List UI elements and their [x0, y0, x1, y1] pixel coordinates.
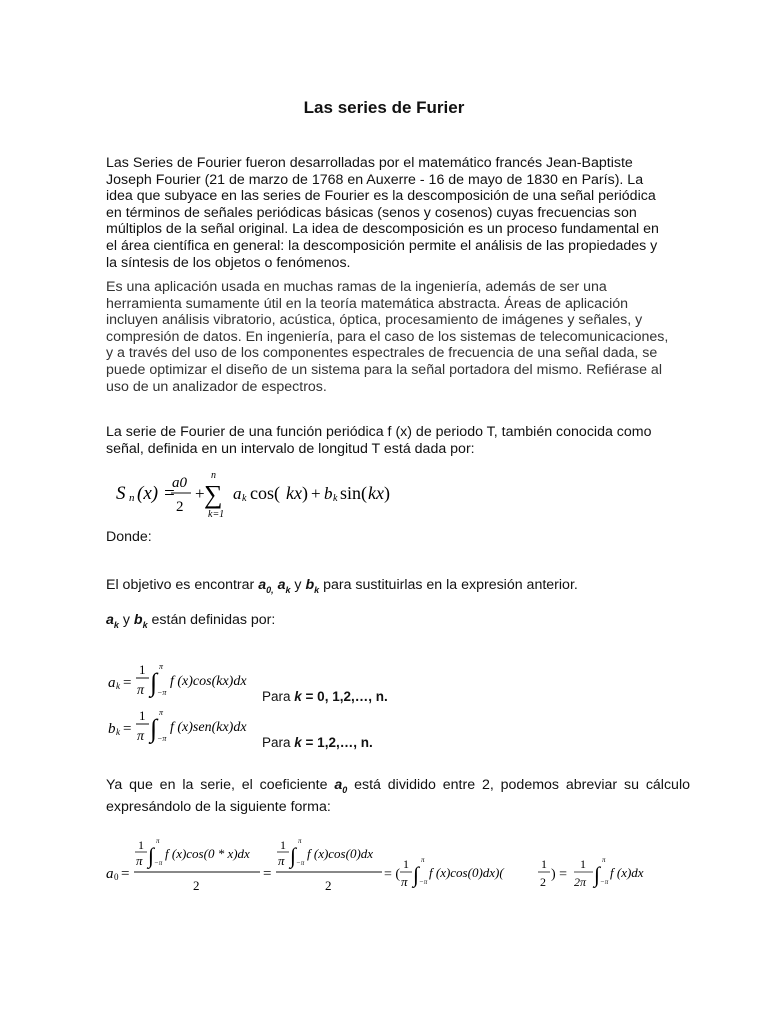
paragraph-a0 — [106, 777, 690, 816]
ak-range-k: k — [294, 689, 302, 704]
a0-f4-integral: ∫ — [594, 862, 601, 887]
ak-lhs: a — [108, 675, 116, 691]
def-bk-sub: k — [142, 619, 148, 630]
paragraph-applications: Es una aplicación usada en muchas ramas de la ingeniería, además de ser una herramienta sumamente útil en la teoría matemática abstracta. Áreas de aplicación incluyen análisis vibratorio, acústica, óptica, procesamiento de imágenes y señales, y compresión de datos. En ingeniería, para el caso de los sistemas de telecomunicaciones, y a través del uso de los componentes espectrales de frecuencia de una señal dada, se puede optimizar el diseño de un sistema para la señal portadora del mismo. Refiérase al uso de un analizador de espectros. — [106, 279, 669, 395]
objective-post: para sustituirlas en la expresión anterior. — [319, 577, 578, 593]
a0-f3-integral: ∫ — [413, 862, 420, 887]
ak-eq: = — [123, 675, 132, 691]
formula-cos: cos( — [250, 483, 280, 503]
def-ak-sub: k — [113, 619, 119, 630]
a0-close: ) = — [551, 867, 568, 882]
a0-half-den: 2 — [540, 875, 546, 889]
a0-last-den: 2π — [574, 875, 587, 889]
bk-range — [262, 735, 373, 750]
objective-pre: El objetivo es encontrar — [106, 577, 259, 593]
paragraph-intro: Las Series de Fourier fueron desarrolladas por el matemático francés Jean-Baptiste Joseph Fourier (21 de marzo de 1768 en Auxerre - 16 de mayo de 1830 en París). La idea que subyace en las series de Fourier es la descomposición de una señal periódica en términos de señales periódicas básicas (senos y cosenos) cuyas frecuencias son múltiplos de la señal original. La idea de descomposición es un proceso fundamental en el área científica en general: la descomposición permite el análisis de las propiedades y la síntesis de los objetos o fenómenos. — [106, 155, 659, 271]
a0-f2-int-bottom: −π — [296, 859, 305, 867]
ak-pi: π — [137, 683, 145, 698]
bk-integrand: f (x)sen(kx)dx — [170, 720, 247, 735]
a0-f1-pi: π — [136, 853, 143, 868]
a0-last: f (x)dx — [610, 865, 644, 880]
paragraph-definition: La serie de Fourier de una función periódica f (x) de periodo T, también conocida como señal, definida en un intervalo de longitud T está dada por: — [106, 424, 652, 457]
ak-int-bottom: −π — [157, 688, 167, 697]
bk-int-top: π — [159, 708, 164, 717]
a0-formula — [104, 834, 644, 898]
bk-pi: π — [137, 729, 145, 744]
a0-f2-int-top: π — [298, 837, 302, 845]
ak-range — [262, 689, 388, 704]
ak-integral: ∫ — [150, 668, 158, 697]
p4-a0: a — [334, 777, 343, 793]
formula-a0: a0 — [172, 475, 187, 491]
formula-sum: ∑ — [204, 480, 223, 509]
objective-sentence — [106, 577, 578, 595]
formula-plus2: + — [311, 484, 321, 503]
def-y: y — [118, 612, 134, 628]
a0-eq2: = — [263, 866, 272, 882]
a0-half-num: 1 — [541, 857, 547, 871]
objective-ak: a — [277, 577, 286, 593]
a0-eq1: = — [121, 866, 130, 882]
document-title: Las series de Furier — [303, 98, 465, 117]
formula-kx: kx — [286, 483, 302, 503]
formula-sum-bottom: k=1 — [208, 509, 225, 518]
def-ak: a — [106, 612, 114, 628]
ak-int-top: π — [159, 662, 164, 671]
p4-post: está dividido entre 2, podemos abreviar su cálculo expresándolo de la siguiente forma: — [106, 777, 690, 815]
bk-eq: = — [123, 721, 132, 737]
bk-lhs-sub: k — [116, 727, 120, 737]
a0-f4-int-top: π — [602, 856, 606, 864]
formula-plus: + — [195, 484, 205, 503]
formula-two: 2 — [176, 499, 184, 515]
a0-f1-integral: ∫ — [148, 843, 155, 868]
formula-close1: ) — [302, 483, 308, 503]
objective-y: y — [290, 577, 306, 593]
p4-pre: Ya que en la serie, el coeficiente — [106, 777, 335, 793]
a0-den1: 2 — [193, 878, 200, 893]
formula-kx2: kx — [368, 483, 384, 503]
bk-range-pre: Para — [262, 735, 295, 750]
def-post: están definidas por: — [147, 612, 276, 628]
formula-s-arg: (x) = — [137, 483, 176, 504]
a0-f3-int-top: π — [421, 856, 425, 864]
bk-int-bottom: −π — [157, 734, 167, 743]
bk-formula — [106, 706, 266, 746]
ak-one: 1 — [139, 662, 146, 677]
formula-sin: sin( — [340, 483, 367, 503]
objective-a0-sub: 0, — [266, 584, 274, 595]
coefficients-definition-sentence — [106, 612, 275, 630]
a0-mid: f (x)cos(0)dx)( — [429, 865, 504, 880]
a0-f3-one: 1 — [403, 857, 409, 871]
def-bk: b — [133, 612, 143, 628]
a0-f1-int-bottom: −π — [154, 859, 163, 867]
formula-bk: b — [324, 484, 333, 503]
ak-formula — [106, 660, 266, 700]
a0-num1: f (x)cos(0 * x)dx — [165, 846, 250, 861]
a0-eq3: = ( — [384, 867, 401, 882]
bk-one: 1 — [139, 708, 146, 723]
formula-s: S — [116, 483, 126, 504]
objective-bk-sub: k — [314, 584, 320, 595]
bk-integral: ∫ — [150, 714, 158, 743]
formula-s-sub: n — [129, 492, 135, 504]
p4-a0-sub: 0 — [342, 784, 348, 795]
bk-range-k: k — [294, 735, 302, 750]
ak-range-pre: Para — [262, 689, 295, 704]
a0-f1-one: 1 — [138, 838, 144, 852]
donde-label: Donde: — [106, 529, 152, 545]
a0-f3-pi: π — [401, 874, 408, 889]
ak-range-values: = 0, 1,2,…, n. — [301, 689, 388, 704]
ak-lhs-sub: k — [116, 681, 120, 691]
a0-f2-one: 1 — [280, 838, 286, 852]
a0-f2-pi: π — [278, 853, 285, 868]
bk-range-values: = 1,2,…, n. — [301, 735, 373, 750]
formula-ak-sub: k — [242, 493, 247, 504]
ak-integrand: f (x)cos(kx)dx — [170, 674, 247, 689]
a0-num2: f (x)cos(0)dx — [307, 846, 374, 861]
a0-den2: 2 — [325, 878, 332, 893]
a0-f3-int-bottom: −π — [419, 878, 428, 886]
formula-ak: a — [233, 484, 242, 503]
formula-close2: ) — [384, 483, 390, 503]
a0-f4-int-bottom: −π — [600, 878, 609, 886]
objective-a0: a — [258, 577, 267, 593]
a0-lhs: a — [106, 866, 114, 882]
objective-ak-sub: k — [285, 584, 291, 595]
formula-bk-sub: k — [333, 493, 338, 504]
bk-lhs: b — [108, 721, 116, 737]
a0-f2-integral: ∫ — [290, 843, 297, 868]
fourier-series-formula — [112, 468, 402, 518]
a0-f4-one: 1 — [580, 857, 586, 871]
objective-bk: b — [305, 577, 315, 593]
a0-lhs-sub: 0 — [114, 872, 119, 882]
a0-f1-int-top: π — [156, 837, 160, 845]
formula-sum-top: n — [211, 470, 216, 481]
